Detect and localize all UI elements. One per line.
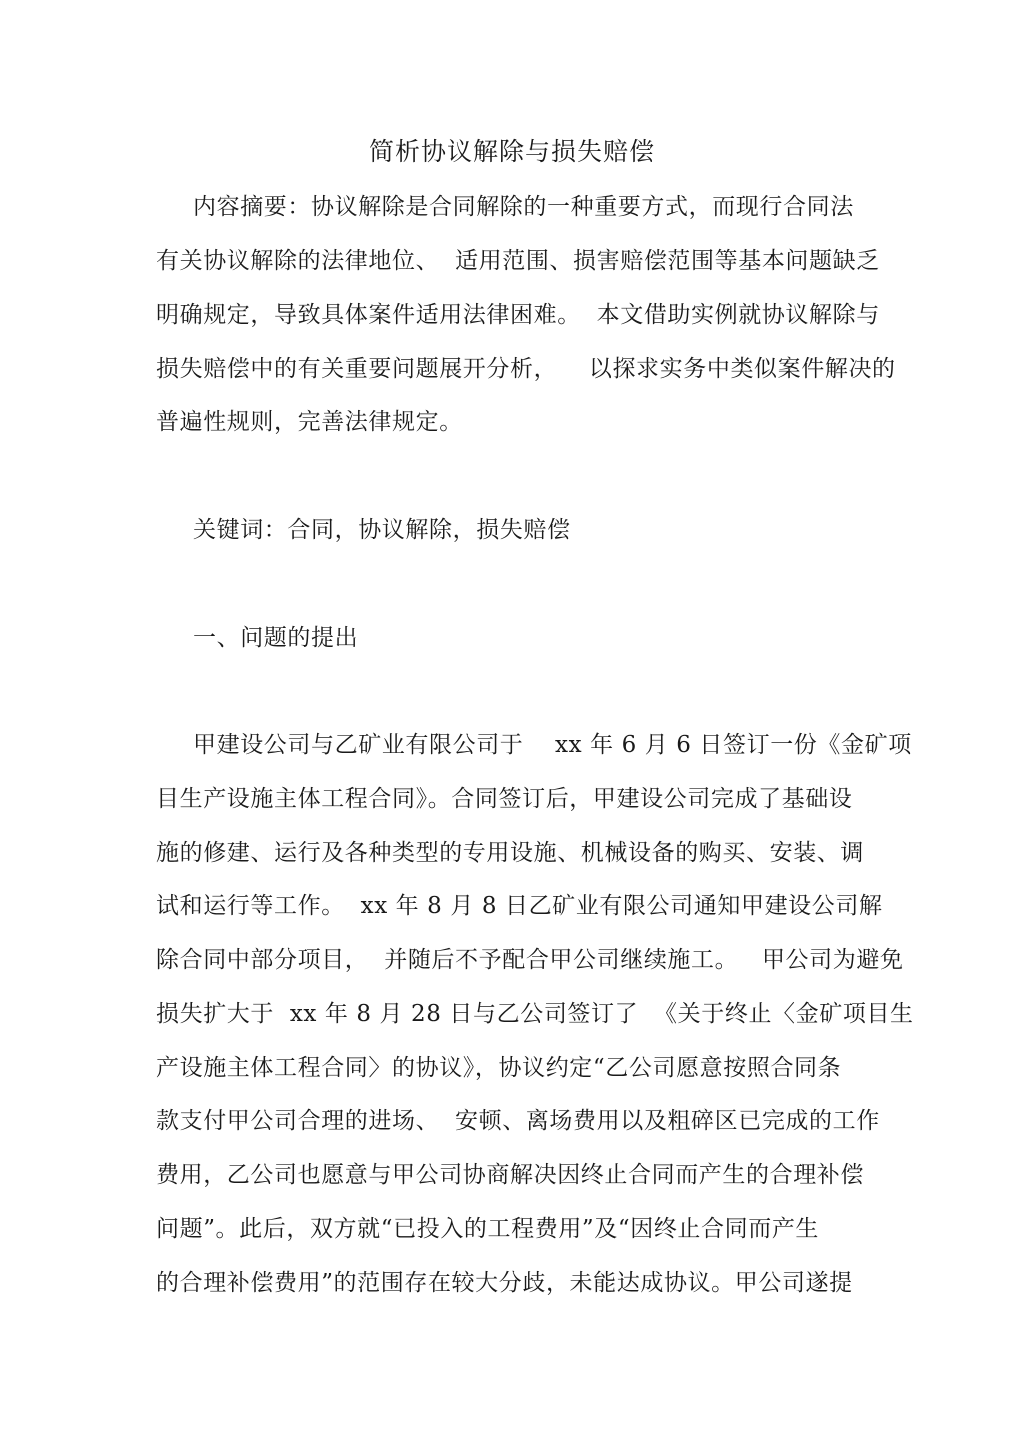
section-heading: 一、问题的提出 — [193, 625, 359, 651]
abstract-line: 内容摘要：协议解除是合同解除的一种重要方式，而现行合同法 — [193, 194, 854, 220]
keywords-line: 关键词：合同，协议解除，损失赔偿 — [193, 517, 571, 543]
body-line: 目生产设施主体工程合同》。合同签订后，甲建设公司完成了基础设 — [156, 786, 853, 812]
body-line: 产设施主体工程合同〉的协议》，协议约定“乙公司愿意按照合同条 — [156, 1055, 842, 1081]
abstract-line: 有关协议解除的法律地位、 适用范围、损害赔偿范围等基本问题缺乏 — [156, 248, 880, 274]
body-line: 问题”。此后，双方就“已投入的工程费用”及“因终止合同而产生 — [156, 1216, 820, 1242]
body-line: 费用，乙公司也愿意与甲公司协商解决因终止合同而产生的合理补偿 — [156, 1162, 864, 1188]
body-line: 除合同中部分项目， 并随后不予配合甲公司继续施工。 甲公司为避免 — [156, 947, 904, 973]
body-line: 试和运行等工作。 xx 年 8 月 8 日乙矿业有限公司通知甲建设公司解 — [156, 893, 883, 919]
body-line: 损失扩大于 xx 年 8 月 28 日与乙公司签订了 《关于终止〈金矿项目生 — [156, 1001, 914, 1027]
body-line: 施的修建、运行及各种类型的专用设施、机械设备的购买、安装、调 — [156, 840, 864, 866]
body-line: 甲建设公司与乙矿业有限公司于 xx 年 6 月 6 日签订一份《金矿项 — [193, 732, 912, 758]
abstract-line: 明确规定，导致具体案件适用法律困难。 本文借助实例就协议解除与 — [156, 302, 880, 328]
abstract-line: 损失赔偿中的有关重要问题展开分析， 以探求实务中类似案件解决的 — [156, 356, 896, 382]
abstract-line: 普遍性规则，完善法律规定。 — [156, 409, 463, 435]
body-line: 的合理补偿费用”的范围存在较大分歧，未能达成协议。甲公司遂提 — [156, 1270, 853, 1296]
document-title: 简析协议解除与损失赔偿 — [368, 137, 655, 166]
body-line: 款支付甲公司合理的进场、 安顿、离场费用以及粗碎区已完成的工作 — [156, 1108, 880, 1134]
